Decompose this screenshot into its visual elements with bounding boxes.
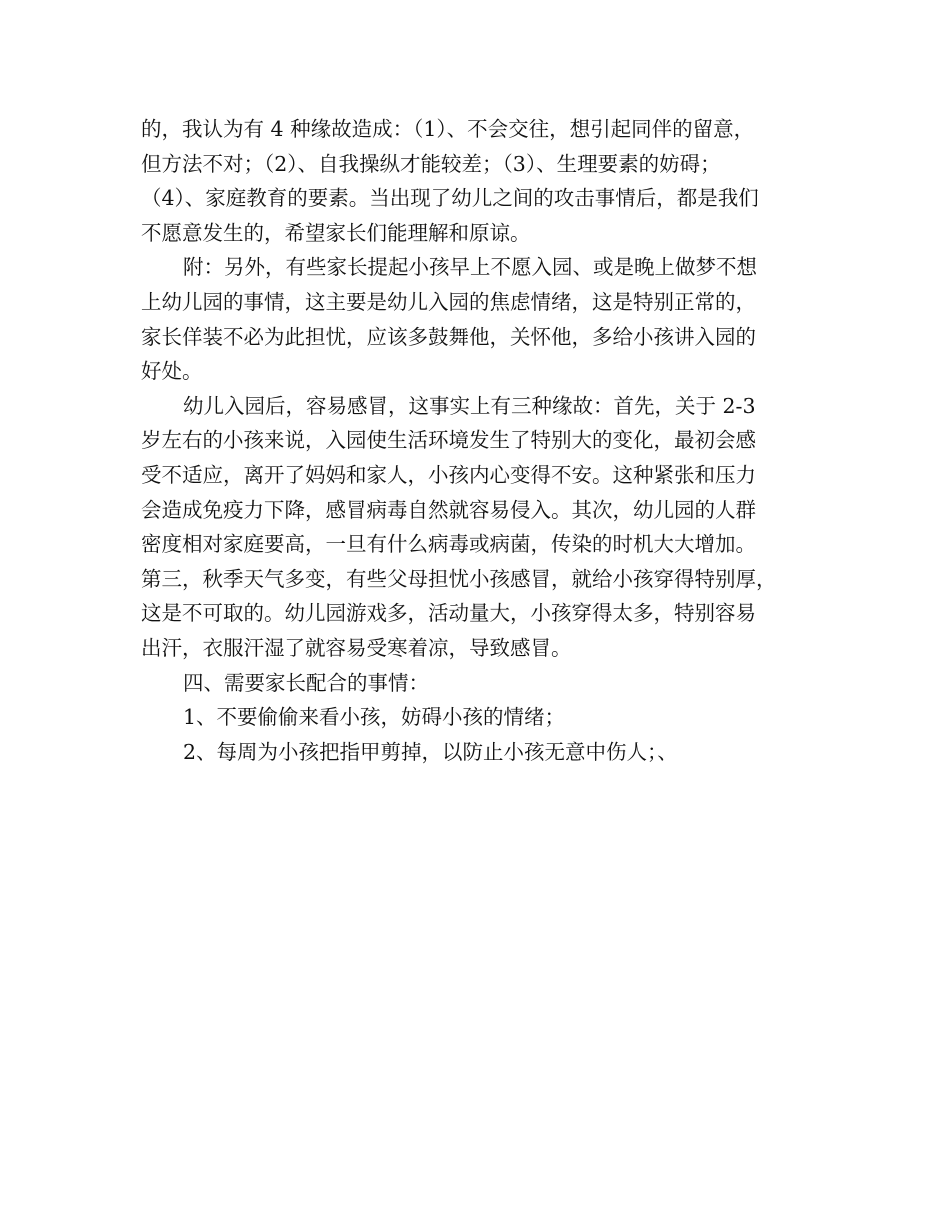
text-line-2: 但方法不对；（2）、自我操纵才能较差；（3）、生理要素的妨碍； (141, 151, 721, 176)
text-line-8: 好处。 (141, 359, 203, 384)
text-line-1: 的，我认为有 4 种缘故造成：（1）、不会交往，想引起同伴的留意， (141, 117, 755, 141)
text-line-16: 出汗，衣服汗湿了就容易受寒着凉，导致感冒。 (141, 635, 572, 660)
text-line-9: 幼儿入园后，容易感冒，这事实上有三种缘故：首先，关于 2-3 (183, 393, 756, 418)
text-line-6: 上幼儿园的事情，这主要是幼儿入园的焦虑情绪，这是特别正常的， (141, 289, 756, 314)
text-line-7: 家长佯装不必为此担忧，应该多鼓舞他，关怀他，多给小孩讲入园的 (141, 324, 756, 349)
text-line-11: 受不适应，离开了妈妈和家人，小孩内心变得不安。这种紧张和压力 (141, 462, 756, 487)
text-line-18: 1、不要偷偷来看小孩，妨碍小孩的情绪； (183, 705, 566, 730)
text-line-3: （4）、家庭教育的要素。当出现了幼儿之间的攻击事情后，都是我们 (141, 186, 759, 211)
text-line-12: 会造成免疫力下降，感冒病毒自然就容易侵入。其次，幼儿园的人群 (141, 497, 756, 522)
text-line-15: 这是不可取的。幼儿园游戏多，活动量大，小孩穿得太多，特别容易 (141, 601, 756, 626)
text-line-13: 密度相对家庭要高，一旦有什么病毒或病菌，传染的时机大大增加。 (141, 532, 756, 557)
document-body (141, 112, 811, 769)
text-line-5: 附：另外，有些家长提起小孩早上不愿入园、或是晚上做梦不想 (183, 255, 757, 280)
text-line-10: 岁左右的小孩来说，入园使生活环境发生了特别大的变化，最初会感 (141, 428, 756, 453)
text-line-14: 第三，秋季天气多变，有些父母担忧小孩感冒，就给小孩穿得特别厚， (141, 566, 777, 591)
text-line-19: 2、每周为小孩把指甲剪掉，以防止小孩无意中伤人；、 (183, 739, 678, 764)
text-line-17: 四、需要家长配合的事情： (183, 670, 429, 695)
text-line-4: 不愿意发生的，希望家长们能理解和原谅。 (141, 220, 531, 245)
